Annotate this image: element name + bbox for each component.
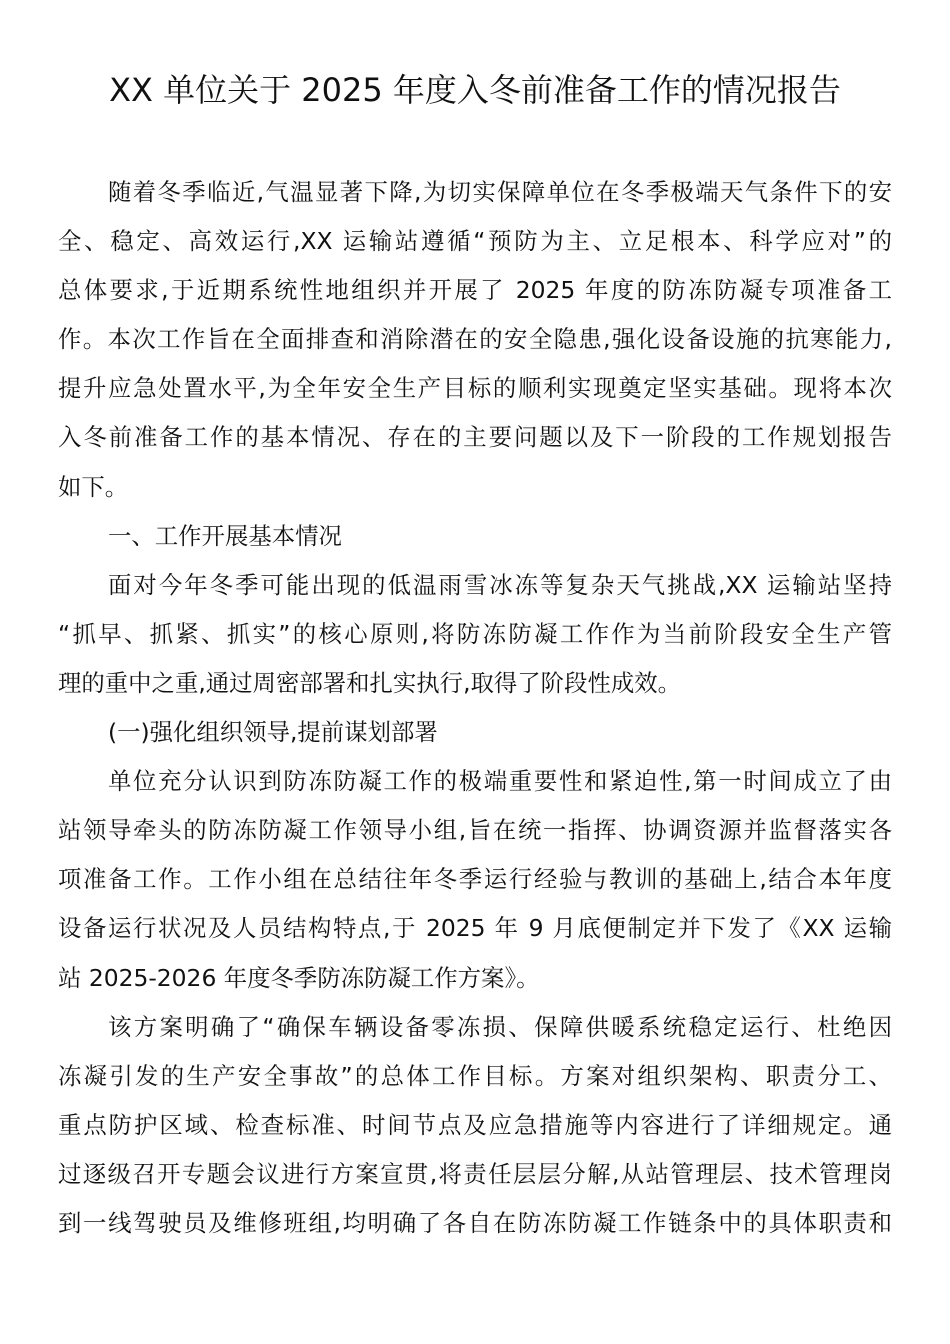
paragraph-line: 过逐级召开专题会议进行方案宣贯,将责任层层分解,从站管理层、技术管理岗 — [58, 1159, 892, 1188]
paragraph-line: 该方案明确了“确保车辆设备零冻损、保障供暖系统稳定运行、杜绝因 — [108, 1012, 892, 1041]
paragraph-line: 作。本次工作旨在全面排查和消除潜在的安全隐患,强化设备设施的抗寒能力, — [58, 325, 892, 354]
paragraph-line: 单位充分认识到防冻防凝工作的极端重要性和紧迫性,第一时间成立了由 — [108, 767, 892, 796]
document-body — [58, 168, 892, 1248]
paragraph-line: 全、稳定、高效运行,XX 运输站遵循“预防为主、立足根本、科学应对”的 — [58, 227, 892, 256]
paragraph-line: 随着冬季临近,气温显著下降,为切实保障单位在冬季极端天气条件下的安 — [108, 178, 892, 206]
document-title: XX 单位关于 2025 年度入冬前准备工作的情况报告 — [109, 71, 841, 109]
paragraph-line: 站领导牵头的防冻防凝工作领导小组,旨在统一指挥、协调资源并监督落实各 — [58, 816, 892, 845]
paragraph-line: 入冬前准备工作的基本情况、存在的主要问题以及下一阶段的工作规划报告 — [58, 423, 892, 452]
paragraph-line: 总体要求,于近期系统性地组织并开展了 2025 年度的防冻防凝专项准备工 — [58, 276, 892, 305]
paragraph-line: 设备运行状况及人员结构特点,于 2025 年 9 月底便制定并下发了《XX 运输 — [58, 914, 892, 943]
paragraph-line: 一、工作开展基本情况 — [108, 521, 342, 550]
paragraph-line: 如下。 — [58, 472, 129, 501]
paragraph-line: 冻凝引发的生产安全事故”的总体工作目标。方案对组织架构、职责分工、 — [58, 1061, 892, 1090]
paragraph-line: 站 2025-2026 年度冬季防冻防凝工作方案》。 — [58, 963, 540, 992]
paragraph-line: 重点防护区域、检查标准、时间节点及应急措施等内容进行了详细规定。通 — [58, 1110, 892, 1139]
paragraph-line: 面对今年冬季可能出现的低温雨雪冰冻等复杂天气挑战,XX 运输站坚持 — [108, 570, 892, 599]
paragraph-line: 提升应急处置水平,为全年安全生产目标的顺利实现奠定坚实基础。现将本次 — [58, 374, 892, 403]
paragraph-line: 项准备工作。工作小组在总结往年冬季运行经验与教训的基础上,结合本年度 — [58, 865, 892, 894]
paragraph-line: “抓早、抓紧、抓实”的核心原则,将防冻防凝工作作为当前阶段安全生产管 — [58, 619, 892, 648]
paragraph-line: (一)强化组织领导,提前谋划部署 — [108, 718, 438, 747]
paragraph-line: 到一线驾驶员及维修班组,均明确了各自在防冻防凝工作链条中的具体职责和 — [58, 1208, 892, 1237]
paragraph-line: 理的重中之重,通过周密部署和扎实执行,取得了阶段性成效。 — [58, 668, 682, 697]
